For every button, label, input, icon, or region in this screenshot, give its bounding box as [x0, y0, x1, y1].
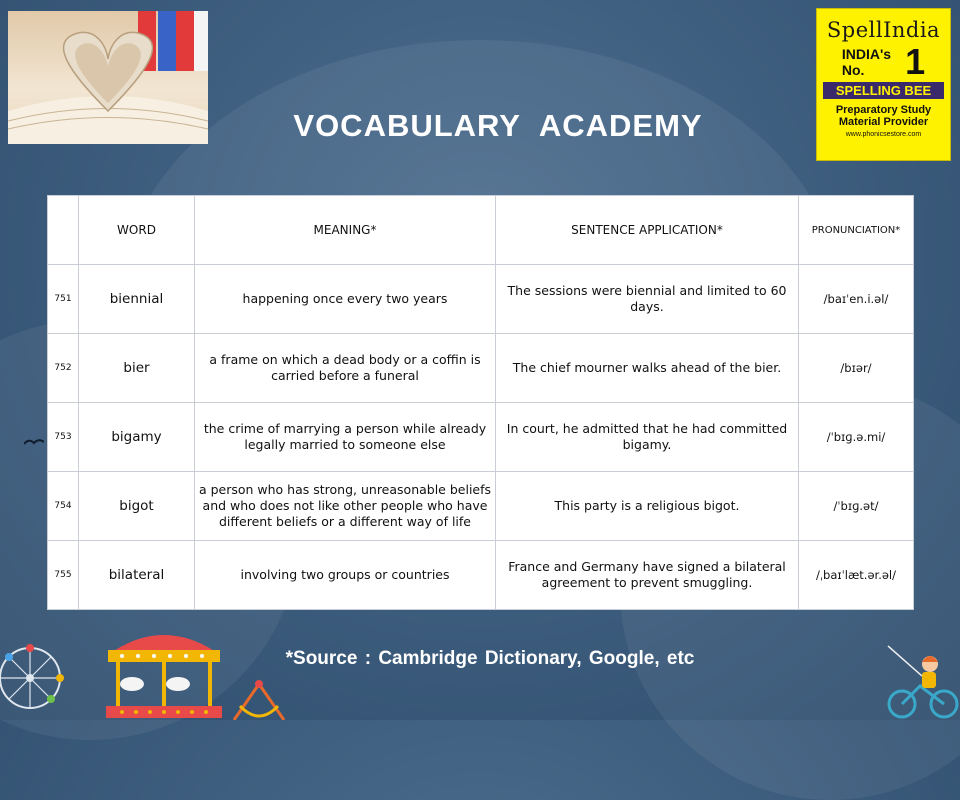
row-meaning: the crime of marrying a person while already legally married to someone else [195, 403, 496, 472]
row-pronunciation: /ˌbaɪˈlæt.ər.əl/ [799, 541, 914, 610]
table-row [48, 472, 914, 541]
row-meaning: happening once every two years [195, 265, 496, 334]
logo-line1: INDIA's [841, 46, 892, 62]
row-number: 755 [48, 541, 79, 610]
row-number: 754 [48, 472, 79, 541]
column-header-sentence: SENTENCE APPLICATION* [496, 196, 799, 265]
row-sentence: In court, he admitted that he had committed bigamy. [496, 403, 799, 472]
row-number: 751 [48, 265, 79, 334]
row-word: bigot [79, 472, 195, 541]
spellindia-logo [816, 8, 951, 161]
logo-india-text [842, 46, 891, 78]
table-row [48, 403, 914, 472]
row-meaning: involving two groups or countries [195, 541, 496, 610]
row-sentence: The sessions were biennial and limited to 60 days. [496, 265, 799, 334]
logo-badge: SPELLING BEE [823, 82, 944, 99]
vocabulary-table [47, 195, 914, 610]
row-word: bigamy [79, 403, 195, 472]
book-photo [8, 11, 208, 144]
row-meaning: a person who has strong, unreasonable beliefs and who does not like other people who have different beliefs or a different way of life [195, 472, 496, 541]
row-word: biennial [79, 265, 195, 334]
row-pronunciation: /bɪər/ [799, 334, 914, 403]
table-row [48, 265, 914, 334]
row-word: bier [79, 334, 195, 403]
girl-on-bicycle-icon [884, 644, 960, 720]
row-sentence: France and Germany have signed a bilateral agreement to prevent smuggling. [496, 541, 799, 610]
table-header-row [48, 196, 914, 265]
row-pronunciation: /baɪˈen.i.əl/ [799, 265, 914, 334]
column-header-pronunciation: PRONUNCIATION* [799, 196, 914, 265]
ferris-wheel-icon [0, 630, 72, 720]
logo-brand: SpellIndia [826, 18, 941, 42]
swing-ride-icon [226, 676, 292, 720]
row-word: bilateral [79, 541, 195, 610]
logo-website: www.phonicsestore.com [845, 131, 922, 138]
column-header-number [48, 196, 79, 265]
column-header-meaning: MEANING* [195, 196, 496, 265]
row-pronunciation: /ˈbɪɡ.ə.mi/ [799, 403, 914, 472]
row-number: 752 [48, 334, 79, 403]
row-meaning: a frame on which a dead body or a coffin is carried before a funeral [195, 334, 496, 403]
source-note: *Source : Cambridge Dictionary, Google, etc [285, 648, 695, 669]
carousel-icon [102, 622, 226, 720]
logo-tagline: Preparatory Study Material Provider [835, 104, 932, 128]
row-sentence: This party is a religious bigot. [496, 472, 799, 541]
bird-icon [24, 436, 44, 450]
row-number: 753 [48, 403, 79, 472]
row-pronunciation: /ˈbɪɡ.ət/ [799, 472, 914, 541]
logo-rank: 1 [905, 41, 926, 82]
table-row [48, 541, 914, 610]
row-sentence: The chief mourner walks ahead of the bier. [496, 334, 799, 403]
logo-rank-row [817, 41, 950, 82]
column-header-word: WORD [79, 196, 195, 265]
table-row [48, 334, 914, 403]
logo-line2: No. [841, 62, 865, 78]
page-title: VOCABULARY ACADEMY [293, 108, 703, 143]
